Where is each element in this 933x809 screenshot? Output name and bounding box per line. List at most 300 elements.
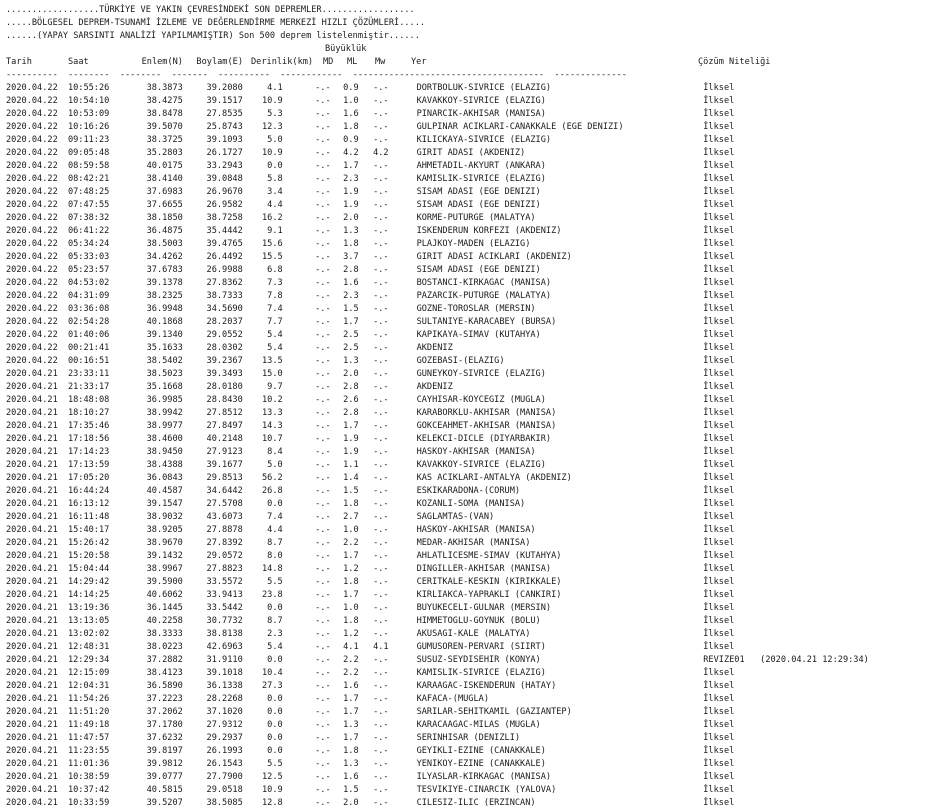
cell-md: -.-: [315, 707, 331, 717]
cell-date: 2020.04.21: [6, 655, 58, 665]
cell-depth: 3.4: [267, 187, 283, 197]
cell-date: 2020.04.22: [6, 356, 58, 366]
cell-depth: 0.0: [267, 603, 283, 613]
cell-date: 2020.04.22: [6, 174, 58, 184]
cell-place: BUYUKECELI-GULNAR (MERSIN): [416, 603, 552, 613]
cell-time: 12:15:09: [67, 668, 110, 678]
cell-place: HASKOY-AKHISAR (MANISA): [416, 447, 536, 457]
cell-place: AKDENIZ: [416, 343, 453, 353]
cell-time: 11:01:36: [67, 759, 110, 769]
cell-lon: 38.7258: [206, 213, 243, 223]
cell-depth: 0.0: [267, 707, 283, 717]
cell-date: 2020.04.22: [6, 122, 58, 132]
cell-date: 2020.04.22: [6, 226, 58, 236]
cell-resolution: İlksel: [703, 421, 735, 431]
cell-md: -.-: [315, 291, 331, 301]
cell-lat: 39.1378: [146, 278, 183, 288]
cell-ml: 2.7: [343, 512, 359, 522]
cell-lon: 39.1517: [206, 96, 243, 106]
cell-lat: 38.4600: [146, 434, 183, 444]
cell-time: 02:54:28: [67, 317, 110, 327]
cell-time: 11:23:55: [67, 746, 110, 756]
cell-mw: -.-: [373, 161, 389, 171]
cell-place: KARABORKLU-AKHISAR (MANISA): [416, 408, 557, 418]
cell-mw: -.-: [373, 304, 389, 314]
cell-mw: -.-: [373, 83, 389, 93]
cell-lat: 38.4123: [146, 668, 183, 678]
cell-ml: 1.6: [343, 109, 359, 119]
cell-ml: 2.5: [343, 343, 359, 353]
cell-place: AHLATLICESME-SIMAV (KUTAHYA): [416, 551, 562, 561]
cell-time: 16:44:24: [67, 486, 110, 496]
cell-time: 17:05:20: [67, 473, 110, 483]
cell-mw: -.-: [373, 668, 389, 678]
header-center-line: .....BÖLGESEL DEPREM-TSUNAMİ İZLEME VE DEĞERLENDİRME MERKEZİ HIZLI ÇÖZÜMLERİ.....: [6, 18, 426, 28]
cell-place: GIRIT ADASI ACIKLARI (AKDENIZ): [416, 252, 572, 262]
table-row: [6, 654, 933, 667]
cell-ml: 1.7: [343, 317, 359, 327]
cell-mw: -.-: [373, 369, 389, 379]
cell-md: -.-: [315, 226, 331, 236]
cell-md: -.-: [315, 538, 331, 548]
cell-mw: -.-: [373, 798, 389, 808]
cell-ml: 3.7: [343, 252, 359, 262]
cell-ml: 2.0: [343, 798, 359, 808]
cell-lon: 27.8362: [206, 278, 243, 288]
cell-date: 2020.04.21: [6, 759, 58, 769]
cell-date: 2020.04.22: [6, 213, 58, 223]
cell-place: ILYASLAR-KIRKAGAC (MANISA): [416, 772, 552, 782]
cell-lon: 39.4765: [206, 239, 243, 249]
cell-md: -.-: [315, 798, 331, 808]
cell-md: -.-: [315, 551, 331, 561]
cell-lat: 36.0843: [146, 473, 183, 483]
cell-lon: 27.8512: [206, 408, 243, 418]
cell-lat: 40.1868: [146, 317, 183, 327]
cell-resolution: İlksel: [703, 460, 735, 470]
cell-time: 13:02:02: [67, 629, 110, 639]
cell-resolution: İlksel: [703, 694, 735, 704]
cell-mw: -.-: [373, 96, 389, 106]
cell-date: 2020.04.22: [6, 304, 58, 314]
table-row: [6, 693, 933, 706]
cell-md: -.-: [315, 616, 331, 626]
cell-time: 18:48:08: [67, 395, 110, 405]
cell-mw: -.-: [373, 564, 389, 574]
cell-depth: 5.8: [267, 174, 283, 184]
cell-date: 2020.04.22: [6, 330, 58, 340]
cell-resolution: İlksel: [703, 161, 735, 171]
cell-mw: -.-: [373, 226, 389, 236]
cell-place: DORTBOLUK-SIVRICE (ELAZIG): [416, 83, 552, 93]
cell-time: 00:16:51: [67, 356, 110, 366]
cell-md: -.-: [315, 512, 331, 522]
cell-resolution: İlksel: [703, 135, 735, 145]
cell-md: -.-: [315, 317, 331, 327]
cell-ml: 4.1: [343, 642, 359, 652]
cell-lat: 38.4140: [146, 174, 183, 184]
cell-mw: -.-: [373, 291, 389, 301]
cell-depth: 10.9: [262, 148, 283, 158]
cell-time: 08:42:21: [67, 174, 110, 184]
cell-date: 2020.04.21: [6, 772, 58, 782]
cell-lon: 36.1338: [206, 681, 243, 691]
cell-place: BOSTANCI-KIRKAGAC (MANISA): [416, 278, 552, 288]
table-row: [6, 173, 933, 186]
cell-ml: 2.8: [343, 408, 359, 418]
cell-date: 2020.04.21: [6, 369, 58, 379]
table-row: [6, 511, 933, 524]
cell-place: SUSUZ-SEYDISEHIR (KONYA): [416, 655, 541, 665]
cell-mw: -.-: [373, 785, 389, 795]
cell-resolution: İlksel: [703, 434, 735, 444]
cell-mw: -.-: [373, 733, 389, 743]
cell-md: -.-: [315, 668, 331, 678]
cell-resolution: İlksel: [703, 356, 735, 366]
cell-ml: 1.7: [343, 590, 359, 600]
cell-place: SAGLAMTAS-(VAN): [416, 512, 495, 522]
cell-ml: 0.9: [343, 135, 359, 145]
cell-md: -.-: [315, 109, 331, 119]
cell-mw: -.-: [373, 460, 389, 470]
cell-mw: -.-: [373, 356, 389, 366]
cell-md: -.-: [315, 590, 331, 600]
cell-ml: 1.2: [343, 629, 359, 639]
cell-ml: 1.8: [343, 616, 359, 626]
cell-md: -.-: [315, 265, 331, 275]
cell-mw: -.-: [373, 590, 389, 600]
cell-md: -.-: [315, 96, 331, 106]
cell-resolution: İlksel: [703, 642, 735, 652]
cell-time: 11:49:18: [67, 720, 110, 730]
cell-depth: 23.8: [262, 590, 283, 600]
cell-time: 10:37:42: [67, 785, 110, 795]
cell-lat: 35.2803: [146, 148, 183, 158]
cell-lon: 27.9312: [206, 720, 243, 730]
cell-ml: 1.3: [343, 226, 359, 236]
table-row: [6, 550, 933, 563]
cell-depth: 10.9: [262, 785, 283, 795]
cell-ml: 1.7: [343, 421, 359, 431]
table-row: [6, 758, 933, 771]
cell-md: -.-: [315, 746, 331, 756]
cell-mw: -.-: [373, 551, 389, 561]
cell-time: 09:05:48: [67, 148, 110, 158]
cell-lon: 39.3493: [206, 369, 243, 379]
cell-place: GOZNE-TOROSLAR (MERSIN): [416, 304, 536, 314]
cell-place: AKDENIZ: [416, 382, 453, 392]
cell-lon: 27.8497: [206, 421, 243, 431]
cell-ml: 2.5: [343, 330, 359, 340]
table-row: [6, 537, 933, 550]
cell-md: -.-: [315, 174, 331, 184]
cell-place: KOZANLI-SOMA (MANISA): [416, 499, 526, 509]
table-row: [6, 199, 933, 212]
table-row: [6, 667, 933, 680]
cell-resolution: İlksel: [703, 720, 735, 730]
cell-time: 13:13:05: [67, 616, 110, 626]
cell-time: 05:33:03: [67, 252, 110, 262]
cell-ml: 1.7: [343, 733, 359, 743]
col-date: Tarih: [6, 57, 32, 67]
cell-lon: 39.1093: [206, 135, 243, 145]
cell-depth: 8.7: [267, 616, 283, 626]
cell-mw: -.-: [373, 317, 389, 327]
col-lat: Enlem(N): [141, 57, 183, 67]
cell-place: CILESIZ-ILIC (ERZINCAN): [416, 798, 536, 808]
cell-resolution: İlksel: [703, 525, 735, 535]
cell-md: -.-: [315, 408, 331, 418]
cell-place: HIMMETOGLU-GOYNUK (BOLU): [416, 616, 541, 626]
cell-ml: 1.7: [343, 161, 359, 171]
cell-mw: -.-: [373, 187, 389, 197]
cell-place: ISKENDERUN KORFEZI (AKDENIZ): [416, 226, 562, 236]
cell-place: KAMISLIK-SIVRICE (ELAZIG): [416, 174, 546, 184]
cell-mw: -.-: [373, 486, 389, 496]
cell-mw: -.-: [373, 109, 389, 119]
cell-md: -.-: [315, 83, 331, 93]
cell-depth: 2.3: [267, 629, 283, 639]
table-row: [6, 459, 933, 472]
cell-lon: 33.2943: [206, 161, 243, 171]
cell-date: 2020.04.22: [6, 343, 58, 353]
cell-place: DINGILLER-AKHISAR (MANISA): [416, 564, 552, 574]
cell-lat: 38.5003: [146, 239, 183, 249]
cell-resolution: İlksel: [703, 382, 735, 392]
cell-lat: 38.2325: [146, 291, 183, 301]
cell-depth: 5.5: [267, 577, 283, 587]
col-depth: Derinlik(km): [251, 57, 314, 67]
cell-place: SISAM ADASI (EGE DENIZI): [416, 200, 541, 210]
table-row: [6, 251, 933, 264]
cell-place: TESVIKIYE-CINARCIK (YALOVA): [416, 785, 557, 795]
cell-lon: 28.0180: [206, 382, 243, 392]
cell-ml: 1.8: [343, 577, 359, 587]
cell-time: 17:14:23: [67, 447, 110, 457]
cell-md: -.-: [315, 356, 331, 366]
cell-depth: 0.0: [267, 499, 283, 509]
cell-ml: 2.6: [343, 395, 359, 405]
cell-depth: 8.0: [267, 551, 283, 561]
cell-ml: 2.0: [343, 213, 359, 223]
cell-lon: 26.9582: [206, 200, 243, 210]
cell-time: 04:53:02: [67, 278, 110, 288]
table-row: [6, 368, 933, 381]
cell-mw: -.-: [373, 512, 389, 522]
table-row: [6, 706, 933, 719]
col-mw: Mw: [375, 57, 386, 67]
cell-ml: 1.0: [343, 96, 359, 106]
col-time: Saat: [68, 57, 89, 67]
separator-line: ---------- -------- -------- ------- ---------- ------------ ------------------------------------- --------------: [6, 70, 627, 80]
cell-time: 13:19:36: [67, 603, 110, 613]
cell-date: 2020.04.21: [6, 525, 58, 535]
table-row: [6, 134, 933, 147]
cell-lat: 36.9948: [146, 304, 183, 314]
cell-date: 2020.04.21: [6, 733, 58, 743]
cell-date: 2020.04.21: [6, 603, 58, 613]
cell-ml: 1.5: [343, 486, 359, 496]
cell-resolution: REVIZE01 (2020.04.21 12:29:34): [703, 655, 869, 665]
cell-time: 09:11:23: [67, 135, 110, 145]
table-row: [6, 238, 933, 251]
cell-depth: 7.3: [267, 278, 283, 288]
cell-resolution: İlksel: [703, 629, 735, 639]
cell-lat: 38.8478: [146, 109, 183, 119]
cell-place: KAVAKKOY-SIVRICE (ELAZIG): [416, 460, 546, 470]
cell-time: 17:18:56: [67, 434, 110, 444]
cell-depth: 7.4: [267, 304, 283, 314]
table-row: [6, 589, 933, 602]
cell-time: 14:29:42: [67, 577, 110, 587]
cell-depth: 14.8: [262, 564, 283, 574]
cell-resolution: İlksel: [703, 551, 735, 561]
cell-depth: 5.4: [267, 642, 283, 652]
table-row: [6, 797, 933, 809]
cell-depth: 0.0: [267, 746, 283, 756]
cell-lat: 39.1340: [146, 330, 183, 340]
cell-place: GUNEYKOY-SIVRICE (ELAZIG): [416, 369, 546, 379]
cell-ml: 0.9: [343, 83, 359, 93]
cell-md: -.-: [315, 460, 331, 470]
cell-mw: -.-: [373, 343, 389, 353]
cell-date: 2020.04.21: [6, 564, 58, 574]
cell-resolution: İlksel: [703, 343, 735, 353]
cell-place: KAMISLIK-SIVRICE (ELAZIG): [416, 668, 546, 678]
table-row: [6, 108, 933, 121]
cell-time: 15:40:17: [67, 525, 110, 535]
cell-depth: 14.3: [262, 421, 283, 431]
cell-md: -.-: [315, 330, 331, 340]
cell-lat: 38.3873: [146, 83, 183, 93]
cell-lat: 39.8197: [146, 746, 183, 756]
cell-place: PAZARCIK-PUTURGE (MALATYA): [416, 291, 552, 301]
cell-ml: 2.8: [343, 265, 359, 275]
cell-lat: 37.6783: [146, 265, 183, 275]
cell-time: 14:14:25: [67, 590, 110, 600]
cell-depth: 0.0: [267, 161, 283, 171]
cell-depth: 5.0: [267, 460, 283, 470]
cell-lon: 39.2367: [206, 356, 243, 366]
cell-place: SISAM ADASI (EGE DENIZI): [416, 187, 541, 197]
cell-depth: 8.7: [267, 538, 283, 548]
cell-resolution: İlksel: [703, 577, 735, 587]
cell-mw: -.-: [373, 473, 389, 483]
cell-resolution: İlksel: [703, 122, 735, 132]
cell-depth: 9.1: [267, 226, 283, 236]
cell-lon: 27.8878: [206, 525, 243, 535]
cell-time: 11:51:20: [67, 707, 110, 717]
cell-lon: 27.9123: [206, 447, 243, 457]
cell-ml: 1.6: [343, 278, 359, 288]
cell-lat: 35.1668: [146, 382, 183, 392]
cell-time: 10:53:09: [67, 109, 110, 119]
col-ml: ML: [347, 57, 358, 67]
cell-ml: 1.7: [343, 707, 359, 717]
cell-ml: 1.7: [343, 551, 359, 561]
cell-time: 10:33:59: [67, 798, 110, 808]
cell-date: 2020.04.21: [6, 785, 58, 795]
cell-lat: 35.1633: [146, 343, 183, 353]
header-title-line: ..................TÜRKİYE VE YAKIN ÇEVRESİNDEKİ SON DEPREMLER..................: [6, 5, 415, 15]
cell-place: KAFACA-(MUGLA): [416, 694, 489, 704]
cell-resolution: İlksel: [703, 772, 735, 782]
cell-mw: -.-: [373, 122, 389, 132]
cell-resolution: İlksel: [703, 759, 735, 769]
table-row: [6, 615, 933, 628]
cell-md: -.-: [315, 187, 331, 197]
cell-time: 15:20:58: [67, 551, 110, 561]
cell-lon: 35.4442: [206, 226, 243, 236]
cell-lon: 26.9670: [206, 187, 243, 197]
cell-time: 15:04:44: [67, 564, 110, 574]
cell-resolution: İlksel: [703, 733, 735, 743]
cell-lon: 38.5085: [206, 798, 243, 808]
cell-lon: 38.8138: [206, 629, 243, 639]
cell-ml: 1.3: [343, 720, 359, 730]
cell-date: 2020.04.21: [6, 551, 58, 561]
cell-time: 05:23:57: [67, 265, 110, 275]
cell-mw: -.-: [373, 603, 389, 613]
cell-lon: 39.1677: [206, 460, 243, 470]
cell-lat: 38.3333: [146, 629, 183, 639]
cell-date: 2020.04.22: [6, 135, 58, 145]
table-row: [6, 472, 933, 485]
cell-depth: 4.1: [267, 83, 283, 93]
cell-date: 2020.04.21: [6, 382, 58, 392]
cell-ml: 4.2: [343, 148, 359, 158]
table-row: [6, 147, 933, 160]
table-row: [6, 407, 933, 420]
cell-time: 07:47:55: [67, 200, 110, 210]
table-row: [6, 771, 933, 784]
cell-mw: -.-: [373, 616, 389, 626]
cell-md: -.-: [315, 642, 331, 652]
table-row: [6, 381, 933, 394]
cell-resolution: İlksel: [703, 304, 735, 314]
cell-date: 2020.04.21: [6, 473, 58, 483]
table-row: [6, 602, 933, 615]
cell-md: -.-: [315, 486, 331, 496]
table-row: [6, 498, 933, 511]
cell-mw: -.-: [373, 681, 389, 691]
cell-place: AHMETADIL-AKYURT (ANKARA): [416, 161, 546, 171]
table-row: [6, 576, 933, 589]
cell-place: SERINHISAR (DENIZLI): [416, 733, 521, 743]
cell-md: -.-: [315, 122, 331, 132]
cell-resolution: İlksel: [703, 538, 735, 548]
cell-mw: -.-: [373, 382, 389, 392]
cell-place: GIRIT ADASI (AKDENIZ): [416, 148, 526, 158]
cell-lat: 36.5890: [146, 681, 183, 691]
table-row: [6, 342, 933, 355]
cell-md: -.-: [315, 694, 331, 704]
cell-place: SARILAR-SEHITKAMIL (GAZIANTEP): [416, 707, 572, 717]
cell-mw: -.-: [373, 538, 389, 548]
cell-time: 10:55:26: [67, 83, 110, 93]
cell-lon: 37.1020: [206, 707, 243, 717]
cell-date: 2020.04.21: [6, 616, 58, 626]
cell-lat: 39.5900: [146, 577, 183, 587]
cell-ml: 1.3: [343, 759, 359, 769]
cell-lat: 38.9967: [146, 564, 183, 574]
cell-lat: 38.0223: [146, 642, 183, 652]
cell-ml: 2.2: [343, 538, 359, 548]
cell-lon: 28.0302: [206, 343, 243, 353]
cell-resolution: İlksel: [703, 252, 735, 262]
cell-depth: 8.4: [267, 447, 283, 457]
cell-date: 2020.04.22: [6, 187, 58, 197]
